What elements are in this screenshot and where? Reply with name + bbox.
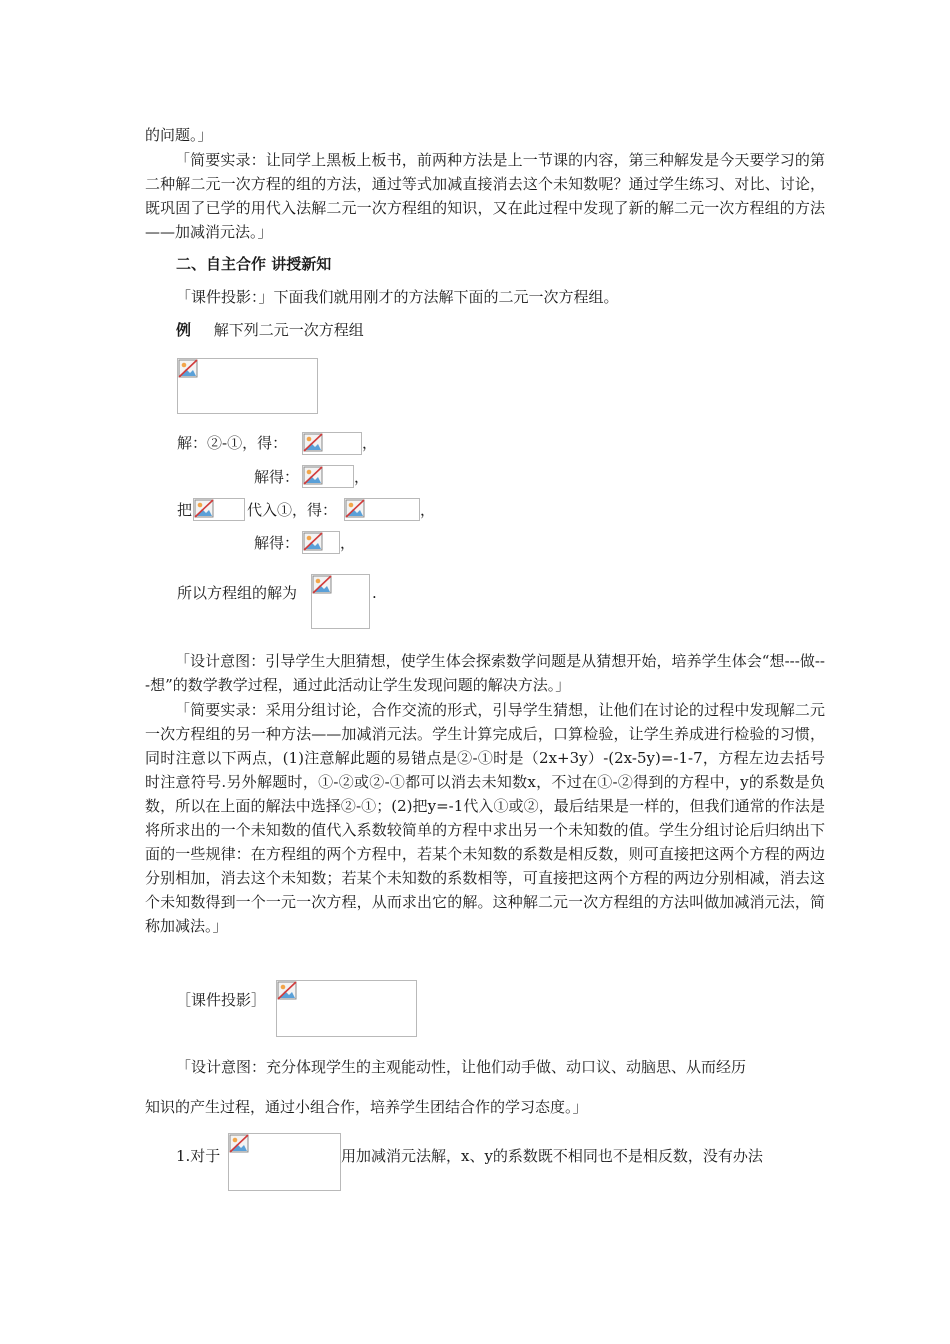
- broken-image-icon: [194, 499, 214, 518]
- design-intent-2-line-2: 知识的产生过程，通过小组合作，培养学生团结合作的学习态度。」: [145, 1098, 588, 1116]
- final-solution-text: 所以方程组的解为: [177, 584, 298, 602]
- equation-image-step-1: [302, 432, 362, 455]
- broken-image-icon: [312, 575, 332, 594]
- solution-step-4-text: 解得：: [254, 534, 300, 552]
- courseware-projection-intro: 「课件投影：」下面我们就用刚才的方法解下面的二元一次方程组。: [176, 288, 619, 306]
- comma-3: ，: [420, 501, 436, 519]
- broken-image-icon: [303, 466, 323, 485]
- question-1-prefix: 1.对于: [176, 1147, 221, 1165]
- broken-image-icon: [345, 499, 365, 518]
- comma-1: ，: [362, 434, 378, 452]
- period: .: [372, 584, 377, 602]
- paragraph-end-line: 的问题。」: [145, 126, 213, 144]
- design-intent-paragraph-1: 「设计意图：引导学生大胆猜想，使学生体会探索数学问题是从猜想开始，培养学生体会“想---做---想”的数学教学过程，通过此活动让学生发现问题的解决方法。」: [145, 652, 825, 694]
- final-solution-image: [311, 574, 370, 629]
- equation-image-step-4: [302, 531, 340, 554]
- comma-2: ，: [354, 468, 370, 486]
- solution-step-1-text: 解：②-①，得：: [177, 434, 288, 452]
- equation-image-step-3a: [193, 498, 245, 521]
- equation-image-step-2: [302, 465, 354, 488]
- comma-4: ，: [340, 534, 356, 552]
- substitute-label: 把: [177, 501, 193, 519]
- brief-record-paragraph-2: 「简要实录：采用分组讨论，合作交流的形式，引导学生猜想，让他们在讨论的过程中发现解二元一次方程组的另一种方法——加减消元法。学生计算完成后，口算检验，让学生养成进行检验的习惯，同时注意以下两点，(1)注意解此题的易错点是②-①时是（2x+3y）-(2x-5y)=-1-7，方程左边去括号时注意符号.另外解题时，①-②或②-①都可以消去未知数x，不过在①-②得到的方程中，y的系数是负数，所以在上面的解法中选择②-①；(2)把y=-1代入①或②，最后结果是一样的，但我们通常的作法是将所求出的一个未知数的值代入系数较简单的方程中求出另一个未知数的值。学生分组讨论后归纳出下面的一些规律：在方程组的两个方程中，若某个未知数的系数是相反数，则可直接把这两个方程的两边分别相加，消去这个未知数；若某个未知数的系数相等，可直接把这两个方程的两边分别相减，消去这个未知数得到一个一元一次方程，从而求出它的解。这种解二元一次方程组的方法叫做加减消元法，简称加减法。」: [145, 701, 825, 935]
- example-label: 例: [176, 321, 192, 339]
- solution-step-2-text: 解得：: [254, 468, 300, 486]
- question-1-text: 用加减消元法解，x、y的系数既不相同也不是相反数，没有办法: [341, 1147, 763, 1165]
- broken-image-icon: [303, 532, 323, 551]
- question-1-equation-image: [228, 1133, 341, 1191]
- example-text: 解下列二元一次方程组: [213, 321, 364, 339]
- substitute-text: 代入①，得：: [247, 501, 338, 519]
- section-heading-2: 二、自主合作 讲授新知: [176, 255, 332, 273]
- equation-system-image: [177, 358, 318, 414]
- courseware-projection-label: ［课件投影］: [176, 991, 267, 1009]
- example-line: [176, 320, 364, 340]
- projection-image: [276, 980, 417, 1037]
- equation-image-step-3b: [344, 498, 420, 521]
- broken-image-icon: [178, 359, 198, 378]
- broken-image-icon: [303, 433, 323, 452]
- design-intent-2-line-1: 「设计意图：充分体现学生的主观能动性，让他们动手做、动口议、动脑思、从而经历: [176, 1058, 747, 1076]
- broken-image-icon: [229, 1134, 249, 1153]
- brief-record-paragraph-1: 「简要实录：让同学上黑板上板书，前两种方法是上一节课的内容，第三种解发是今天要学习的第二种解二元一次方程的组的方法，通过等式加减直接消去这个未知数呢？通过学生练习、对比、讨论，既巩固了已学的用代入法解二元一次方程组的知识，又在此过程中发现了新的解二元一次方程组的方法——加减消元法。」: [145, 151, 825, 241]
- broken-image-icon: [277, 981, 297, 1000]
